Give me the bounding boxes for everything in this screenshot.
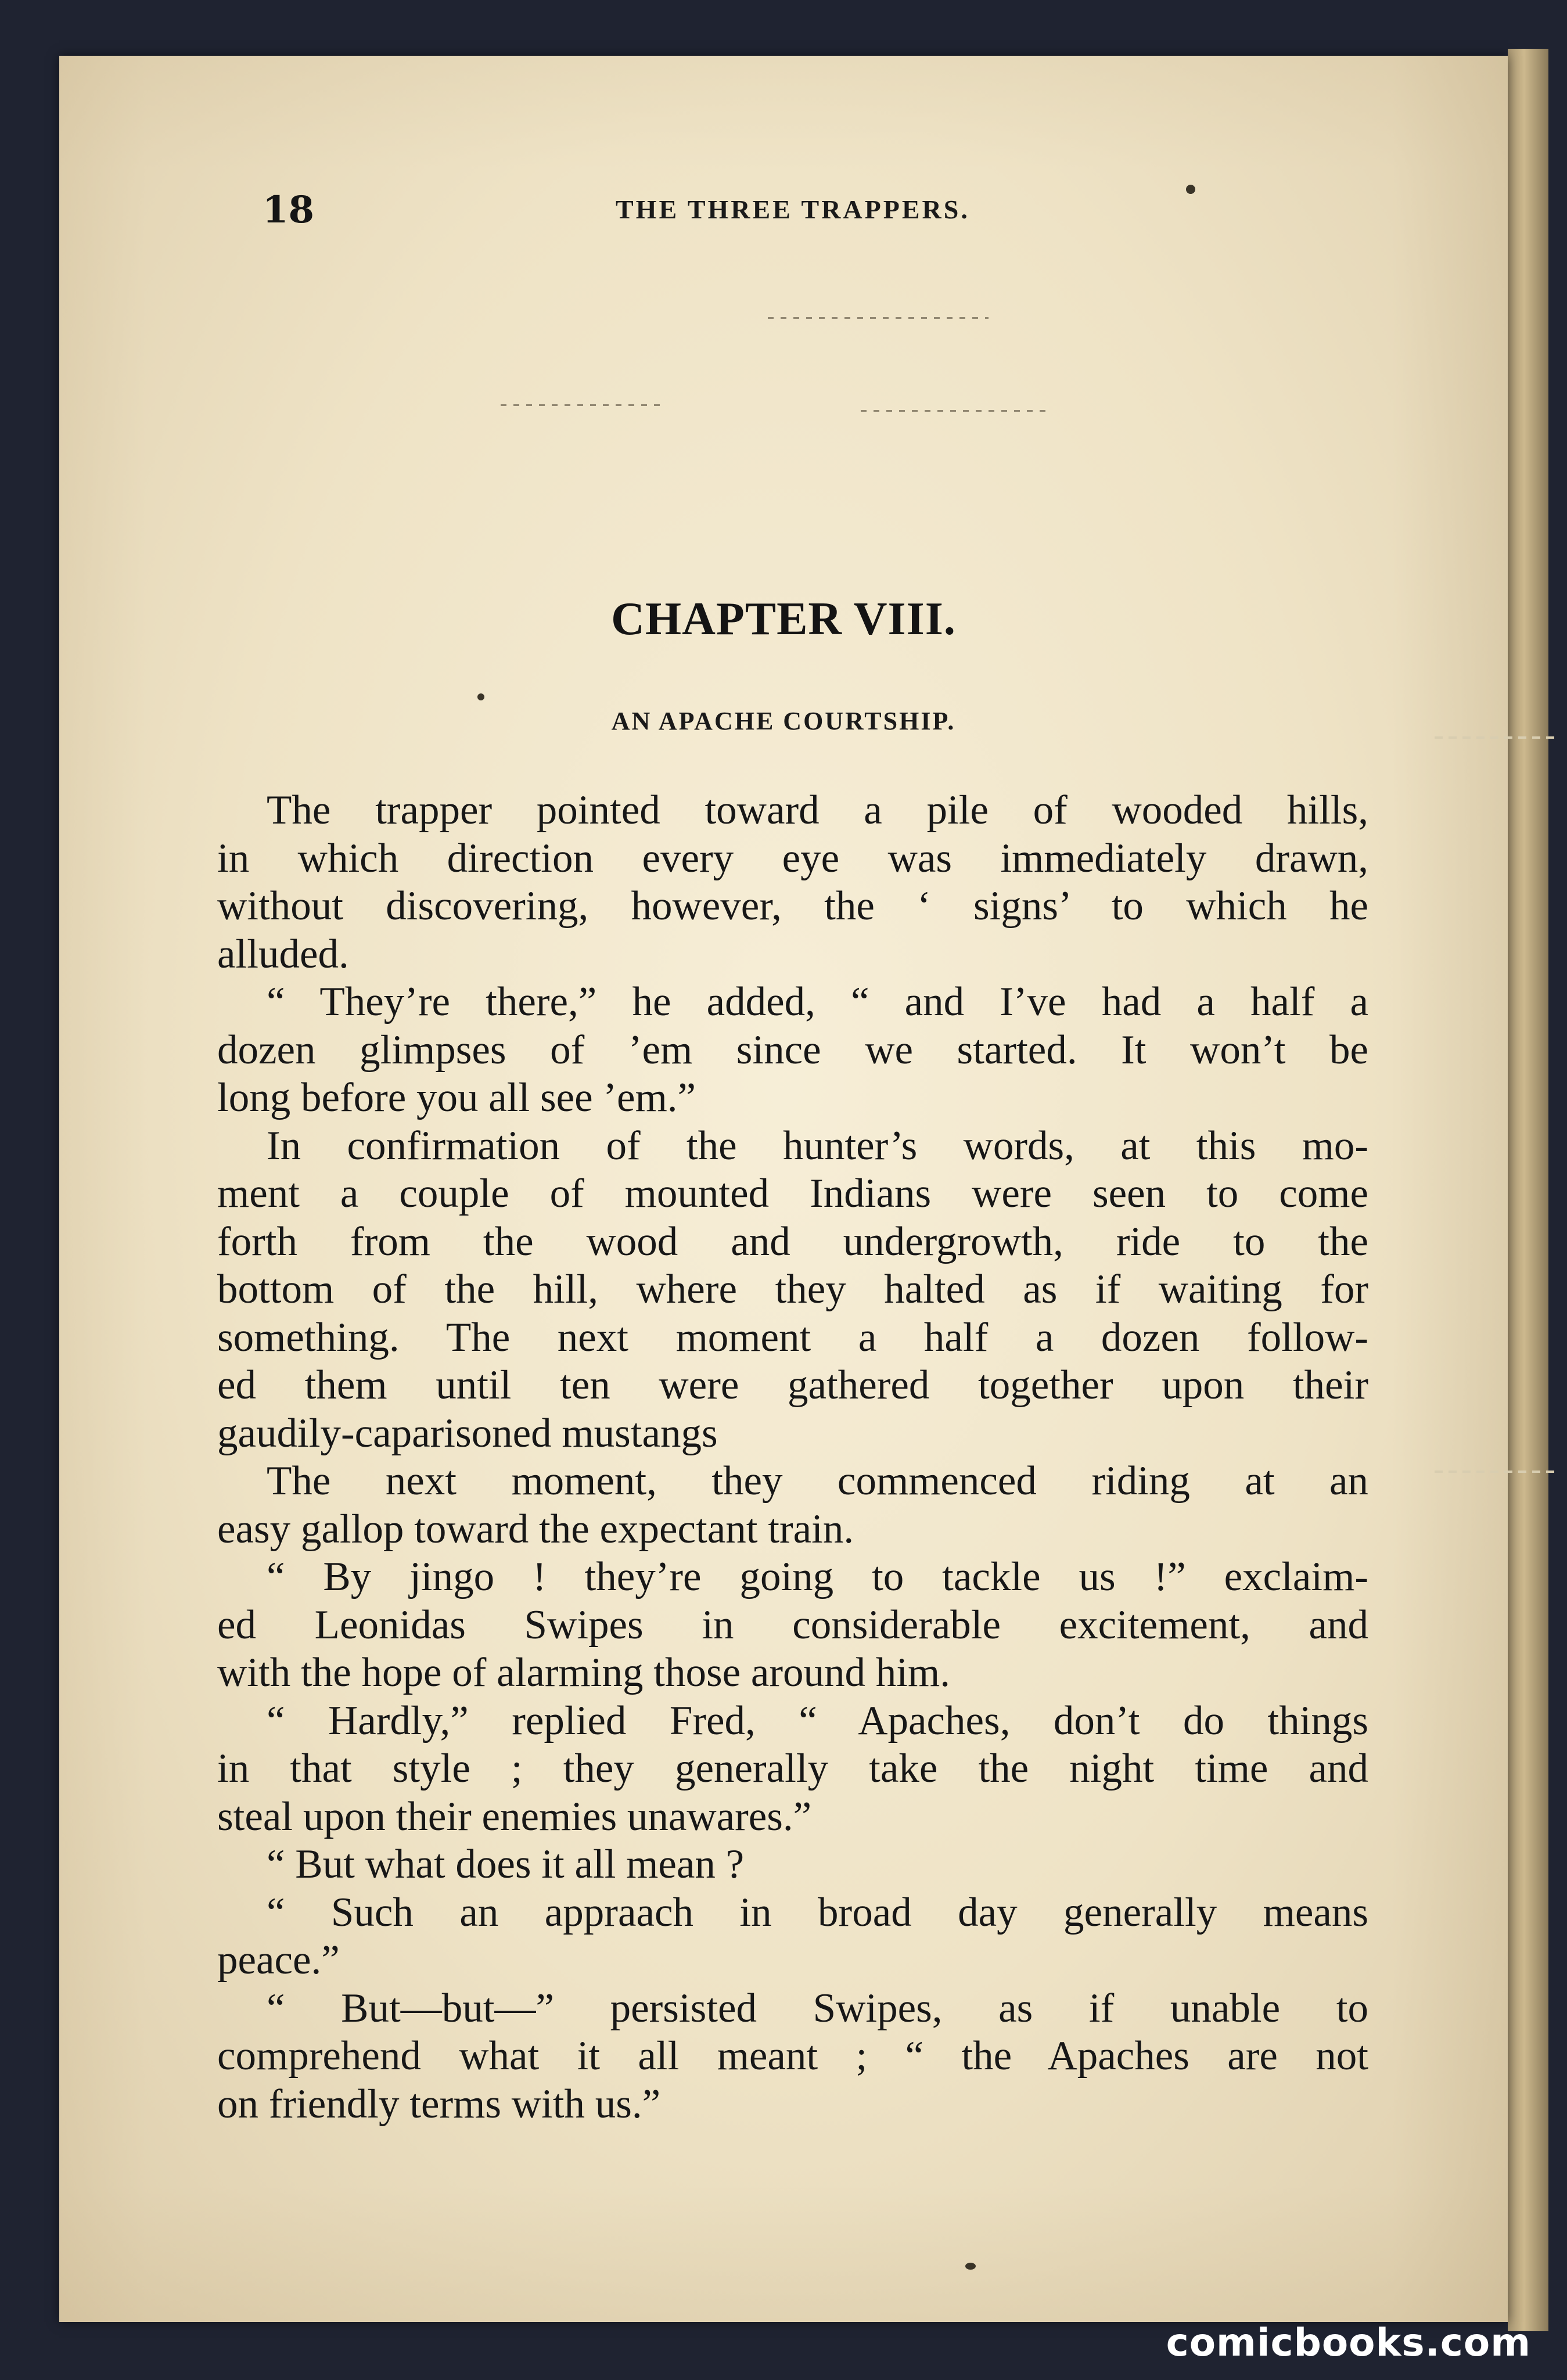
print-speck (477, 693, 484, 700)
print-speck (965, 2263, 976, 2270)
text-line: in that style ; they generally take the night time and (217, 1746, 1368, 1791)
text-line: easy gallop toward the expectant train. (217, 1506, 854, 1552)
faded-rule (768, 317, 989, 319)
print-speck (1186, 185, 1195, 194)
text-line: alluded. (217, 931, 349, 977)
chapter-subtitle: AN APACHE COURTSHIP. (611, 707, 956, 735)
faded-rule (501, 404, 663, 406)
text-line: with the hope of alarming those around him. (217, 1650, 950, 1695)
text-line: gaudily-caparisoned mustangs (217, 1410, 718, 1456)
text-line: long before you all see ’em.” (217, 1075, 696, 1120)
text-line: bottom of the hill, where they halted as if waiting for (217, 1267, 1368, 1312)
text-line: in which direction every eye was immediately drawn, (217, 835, 1368, 881)
body-text (217, 786, 1368, 2128)
text-line: “ By jingo ! they’re going to tackle us !” exclaim- (267, 1554, 1368, 1599)
stitch-mark (1435, 736, 1557, 739)
stitch-mark (1435, 1471, 1557, 1473)
text-line: forth from the wood and undergrowth, ride to the (217, 1218, 1368, 1264)
watermark: comicbooks.com (1166, 2320, 1531, 2365)
text-line: ment a couple of mounted Indians were seen to come (217, 1171, 1368, 1216)
book-page (59, 56, 1508, 2322)
text-line: ed Leonidas Swipes in considerable excitement, and (217, 1602, 1368, 1648)
text-line: comprehend what it all meant ; “ the Apaches are not (217, 2033, 1368, 2079)
faded-rule (861, 410, 1052, 412)
running-head: THE THREE TRAPPERS. (616, 195, 970, 224)
text-line: “ But—but—” persisted Swipes, as if unable to (267, 1985, 1368, 2031)
text-line: “ Hardly,” replied Fred, “ Apaches, don’t do things (267, 1698, 1368, 1743)
chapter-title: CHAPTER VIII. (611, 594, 956, 645)
text-line: something. The next moment a half a dozen follow- (217, 1314, 1368, 1360)
text-line: “ Such an appraach in broad day generally means (267, 1889, 1368, 1935)
text-line: peace.” (217, 1937, 340, 1983)
text-line: “ But what does it all mean ? (267, 1842, 745, 1887)
text-line: dozen glimpses of ’em since we started. It won’t be (217, 1027, 1368, 1073)
book-spine (1508, 49, 1548, 2331)
text-line: steal upon their enemies unawares.” (217, 1793, 812, 1839)
text-line: In confirmation of the hunter’s words, at this mo- (267, 1123, 1368, 1169)
text-line: without discovering, however, the ‘ signs’ to which he (217, 883, 1368, 929)
text-line: The next moment, they commenced riding at an (267, 1458, 1368, 1504)
text-line: The trapper pointed toward a pile of wooded hills, (267, 788, 1368, 833)
page-number: 18 (263, 188, 315, 232)
text-line: “ They’re there,” he added, “ and I’ve had a half a (267, 979, 1368, 1024)
text-line: ed them until ten were gathered together upon their (217, 1362, 1368, 1408)
text-line: on friendly terms with us.” (217, 2081, 661, 2127)
